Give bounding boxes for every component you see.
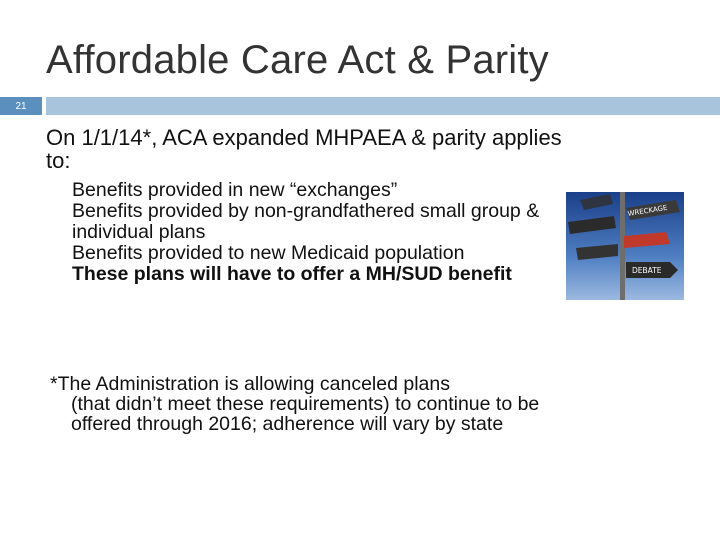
slide-number-label: 21 (15, 100, 27, 112)
sub-bullet-text: Benefits provided to new Medicaid population (72, 242, 465, 264)
sub-bullet-text: These plans will have to offer a MH/SUD benefit (72, 263, 512, 285)
sub-bullet-marker (48, 180, 72, 201)
sub-bullet-item (48, 243, 568, 264)
sub-bullet-list (48, 180, 568, 285)
slide-title: Affordable Care Act & Parity (46, 38, 549, 82)
sign-label: WRECKAGE (627, 203, 668, 218)
sub-bullet-text: Benefits provided by non-grandfathered small group & individual plans (72, 200, 540, 243)
main-bullet-text: On 1/1/14*, ACA expanded MHPAEA & parity applies to: (46, 125, 562, 173)
footnote (50, 374, 570, 434)
title-divider-bar (46, 97, 720, 115)
slide-number (0, 97, 42, 115)
sub-bullet-marker (48, 264, 72, 285)
sub-bullet-marker (48, 201, 72, 243)
footnote-line: (that didn’t meet these requirements) to continue to be offered through 2016; adherence will vary by state (71, 393, 540, 435)
sub-bullet-item (48, 264, 568, 285)
sub-bullet-marker (48, 243, 72, 264)
sub-bullet-item (48, 180, 568, 201)
sub-bullet-item (48, 201, 568, 243)
sub-bullet-text: Benefits provided in new “exchanges” (72, 179, 398, 201)
footnote-line: *The Administration is allowing canceled plans (50, 373, 450, 395)
signpost-image (566, 192, 684, 300)
sign-label: DEBATE (632, 266, 662, 275)
